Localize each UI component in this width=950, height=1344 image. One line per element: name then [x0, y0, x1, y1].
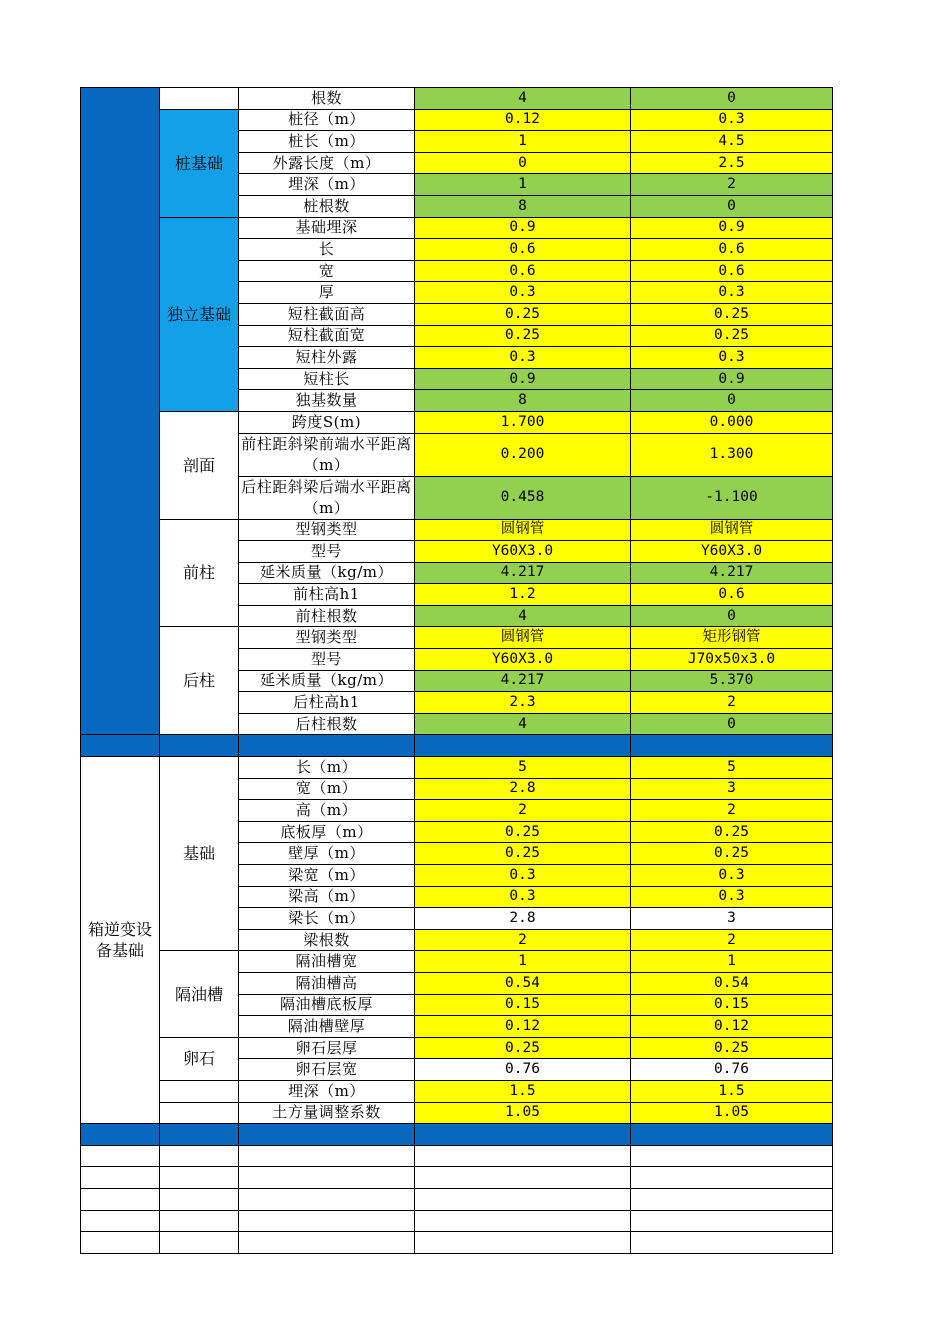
row-label: 后柱高h1	[239, 692, 415, 714]
section-2-title: 箱逆变设备基础	[81, 757, 160, 1124]
empty-cell[interactable]	[81, 1210, 160, 1232]
group-pile: 桩基础	[160, 109, 239, 217]
separator-cell	[239, 1124, 415, 1146]
value-col-2[interactable]: 0.000	[631, 411, 833, 433]
empty-cell[interactable]	[160, 1210, 239, 1232]
value-col-2[interactable]: 0.6	[631, 584, 833, 606]
separator-cell	[631, 1124, 833, 1146]
row-label: 隔油槽壁厚	[239, 1016, 415, 1038]
row-label: 壁厚（m）	[239, 843, 415, 865]
spreadsheet	[80, 87, 833, 1254]
empty-cell[interactable]	[239, 1167, 415, 1189]
value-col-1[interactable]: 0.25	[415, 303, 631, 325]
group-blank	[160, 1080, 239, 1102]
value-col-1[interactable]: 1	[415, 174, 631, 196]
table-row	[81, 1102, 833, 1124]
value-col-2[interactable]: 1.5	[631, 1080, 833, 1102]
value-col-2[interactable]: -1.100	[631, 476, 833, 519]
value-col-2[interactable]: 0.25	[631, 1037, 833, 1059]
row-label: 短柱截面宽	[239, 325, 415, 347]
row-label: 隔油槽底板厚	[239, 994, 415, 1016]
table-row	[81, 519, 833, 541]
separator-cell	[81, 1124, 160, 1146]
value-col-1[interactable]: 0.458	[415, 476, 631, 519]
row-label: 型号	[239, 649, 415, 671]
empty-row	[81, 1188, 833, 1210]
empty-cell[interactable]	[81, 1167, 160, 1189]
separator-row	[81, 1124, 833, 1146]
row-label: 短柱长	[239, 368, 415, 390]
value-col-1[interactable]: 圆钢管	[415, 627, 631, 649]
value-col-2[interactable]: 0	[631, 390, 833, 412]
empty-cell[interactable]	[160, 1232, 239, 1254]
value-col-2[interactable]: 4.217	[631, 562, 833, 584]
group-blank	[160, 1102, 239, 1124]
value-col-1[interactable]: 0.3	[415, 282, 631, 304]
empty-cell[interactable]	[160, 1167, 239, 1189]
row-label: 梁高（m）	[239, 886, 415, 908]
value-col-1[interactable]: 2.8	[415, 778, 631, 800]
value-col-2[interactable]: 0.3	[631, 282, 833, 304]
row-label: 根数	[239, 88, 415, 110]
empty-row	[81, 1167, 833, 1189]
value-col-2[interactable]: 0	[631, 88, 833, 110]
empty-cell[interactable]	[631, 1167, 833, 1189]
value-col-2[interactable]: 2	[631, 692, 833, 714]
value-col-2[interactable]: 3	[631, 908, 833, 930]
table-row	[81, 1037, 833, 1059]
value-col-1[interactable]: 4.217	[415, 670, 631, 692]
row-label: 梁宽（m）	[239, 865, 415, 887]
separator-cell	[160, 1124, 239, 1146]
table-row	[81, 109, 833, 131]
value-col-2[interactable]: 0.76	[631, 1059, 833, 1081]
row-label: 厚	[239, 282, 415, 304]
empty-cell[interactable]	[239, 1232, 415, 1254]
section-1-band	[81, 88, 160, 735]
value-col-2[interactable]: 矩形钢管	[631, 627, 833, 649]
empty-cell[interactable]	[415, 1210, 631, 1232]
row-label: 埋深（m）	[239, 174, 415, 196]
row-label: 前柱高h1	[239, 584, 415, 606]
separator-cell	[239, 735, 415, 757]
row-label: 高（m）	[239, 800, 415, 822]
row-label: 后柱距斜梁后端水平距离（m）	[239, 476, 415, 519]
row-label: 桩长（m）	[239, 131, 415, 153]
separator-cell	[415, 1124, 631, 1146]
row-label: 外露长度（m）	[239, 152, 415, 174]
row-label: 基础埋深	[239, 217, 415, 239]
value-col-2[interactable]: J70x50x3.0	[631, 649, 833, 671]
value-col-2[interactable]: 5.370	[631, 670, 833, 692]
value-col-1[interactable]: 0.200	[415, 433, 631, 476]
value-col-2[interactable]: 4.5	[631, 131, 833, 153]
empty-row	[81, 1210, 833, 1232]
row-label: 延米质量（kg/m）	[239, 562, 415, 584]
value-col-1[interactable]: 4	[415, 605, 631, 627]
row-label: 长（m）	[239, 757, 415, 779]
row-label: 隔油槽宽	[239, 951, 415, 973]
empty-cell[interactable]	[631, 1232, 833, 1254]
group-section: 剖面	[160, 411, 239, 519]
empty-cell[interactable]	[81, 1188, 160, 1210]
empty-cell[interactable]	[239, 1145, 415, 1167]
separator-row	[81, 735, 833, 757]
value-col-2[interactable]: 0.54	[631, 972, 833, 994]
value-col-1[interactable]: 0.25	[415, 1037, 631, 1059]
value-col-1[interactable]: 0.9	[415, 217, 631, 239]
value-col-1[interactable]: 0.54	[415, 972, 631, 994]
table-row	[81, 411, 833, 433]
separator-cell	[415, 735, 631, 757]
value-col-2[interactable]: 0.15	[631, 994, 833, 1016]
empty-cell[interactable]	[631, 1210, 833, 1232]
row-label: 桩径（m）	[239, 109, 415, 131]
value-col-1[interactable]: 4.217	[415, 562, 631, 584]
empty-cell[interactable]	[631, 1145, 833, 1167]
value-col-1[interactable]: 4	[415, 713, 631, 735]
value-col-1[interactable]: 0.12	[415, 1016, 631, 1038]
row-label: 底板厚（m）	[239, 821, 415, 843]
row-label: 土方量调整系数	[239, 1102, 415, 1124]
row-label: 长	[239, 239, 415, 261]
value-col-2[interactable]: 0.25	[631, 303, 833, 325]
group-blank	[160, 88, 239, 110]
value-col-1[interactable]: 8	[415, 390, 631, 412]
value-col-2[interactable]: 0.12	[631, 1016, 833, 1038]
row-label: 桩根数	[239, 195, 415, 217]
value-col-1[interactable]: 0.9	[415, 368, 631, 390]
group-isolated: 独立基础	[160, 217, 239, 411]
value-col-1[interactable]: 2.3	[415, 692, 631, 714]
value-col-1[interactable]: 1	[415, 131, 631, 153]
value-col-1[interactable]: 2	[415, 929, 631, 951]
empty-cell[interactable]	[160, 1188, 239, 1210]
value-col-1[interactable]: 0.3	[415, 886, 631, 908]
value-col-2[interactable]: 5	[631, 757, 833, 779]
value-col-2[interactable]: 2	[631, 929, 833, 951]
value-col-2[interactable]: 2	[631, 174, 833, 196]
row-label: 梁长（m）	[239, 908, 415, 930]
value-col-1[interactable]: 0.25	[415, 821, 631, 843]
value-col-2[interactable]: Y60X3.0	[631, 541, 833, 563]
value-col-1[interactable]: Y60X3.0	[415, 649, 631, 671]
group-rear_col: 后柱	[160, 627, 239, 735]
value-col-1[interactable]: 4	[415, 88, 631, 110]
value-col-1[interactable]: 0.3	[415, 865, 631, 887]
group-foundation: 基础	[160, 757, 239, 951]
value-col-1[interactable]: 圆钢管	[415, 519, 631, 541]
empty-cell[interactable]	[415, 1145, 631, 1167]
value-col-1[interactable]: 1.5	[415, 1080, 631, 1102]
row-label: 短柱外露	[239, 347, 415, 369]
value-col-2[interactable]: 0.9	[631, 368, 833, 390]
value-col-1[interactable]: 0	[415, 152, 631, 174]
value-col-1[interactable]: 2	[415, 800, 631, 822]
row-label: 独基数量	[239, 390, 415, 412]
value-col-2[interactable]: 0.3	[631, 347, 833, 369]
value-col-1[interactable]: 1.05	[415, 1102, 631, 1124]
row-label: 型钢类型	[239, 627, 415, 649]
value-col-2[interactable]: 0	[631, 713, 833, 735]
value-col-1[interactable]: 0.3	[415, 347, 631, 369]
table-row	[81, 217, 833, 239]
group-pebble: 卵石	[160, 1037, 239, 1080]
value-col-1[interactable]: 5	[415, 757, 631, 779]
empty-cell[interactable]	[631, 1188, 833, 1210]
row-label: 后柱根数	[239, 713, 415, 735]
empty-cell[interactable]	[415, 1188, 631, 1210]
value-col-1[interactable]: 0.25	[415, 843, 631, 865]
value-col-1[interactable]: 0.76	[415, 1059, 631, 1081]
value-col-2[interactable]: 0.25	[631, 843, 833, 865]
row-label: 型号	[239, 541, 415, 563]
value-col-2[interactable]: 2.5	[631, 152, 833, 174]
table-row	[81, 951, 833, 973]
row-label: 型钢类型	[239, 519, 415, 541]
separator-cell	[631, 735, 833, 757]
group-oil_tank: 隔油槽	[160, 951, 239, 1037]
value-col-1[interactable]: Y60X3.0	[415, 541, 631, 563]
empty-cell[interactable]	[239, 1210, 415, 1232]
value-col-2[interactable]: 0.9	[631, 217, 833, 239]
row-label: 卵石层宽	[239, 1059, 415, 1081]
value-col-2[interactable]: 2	[631, 800, 833, 822]
value-col-2[interactable]: 0.3	[631, 886, 833, 908]
value-col-2[interactable]: 0.6	[631, 260, 833, 282]
value-col-2[interactable]: 0.3	[631, 865, 833, 887]
row-label: 前柱根数	[239, 605, 415, 627]
row-label: 前柱距斜梁前端水平距离（m）	[239, 433, 415, 476]
value-col-2[interactable]: 圆钢管	[631, 519, 833, 541]
row-label: 宽	[239, 260, 415, 282]
value-col-2[interactable]: 0	[631, 605, 833, 627]
row-label: 卵石层厚	[239, 1037, 415, 1059]
value-col-1[interactable]: 0.25	[415, 325, 631, 347]
value-col-2[interactable]: 0.6	[631, 239, 833, 261]
value-col-1[interactable]: 0.15	[415, 994, 631, 1016]
value-col-2[interactable]: 0	[631, 195, 833, 217]
row-label: 延米质量（kg/m）	[239, 670, 415, 692]
separator-cell	[81, 735, 160, 757]
value-col-2[interactable]: 0.25	[631, 821, 833, 843]
row-label: 埋深（m）	[239, 1080, 415, 1102]
value-col-1[interactable]: 2.8	[415, 908, 631, 930]
row-label: 梁根数	[239, 929, 415, 951]
empty-cell[interactable]	[160, 1145, 239, 1167]
empty-cell[interactable]	[239, 1188, 415, 1210]
table-row	[81, 757, 833, 779]
empty-cell[interactable]	[81, 1232, 160, 1254]
row-label: 宽（m）	[239, 778, 415, 800]
value-col-2[interactable]: 1.300	[631, 433, 833, 476]
value-col-1[interactable]: 0.12	[415, 109, 631, 131]
value-col-2[interactable]: 3	[631, 778, 833, 800]
separator-cell	[160, 735, 239, 757]
empty-cell[interactable]	[81, 1145, 160, 1167]
empty-cell[interactable]	[415, 1232, 631, 1254]
empty-row	[81, 1232, 833, 1254]
value-col-2[interactable]: 1.05	[631, 1102, 833, 1124]
table-row	[81, 88, 833, 110]
value-col-1[interactable]: 1	[415, 951, 631, 973]
value-col-1[interactable]: 0.6	[415, 260, 631, 282]
value-col-2[interactable]: 0.25	[631, 325, 833, 347]
group-front_col: 前柱	[160, 519, 239, 627]
foundation-table	[80, 87, 833, 1254]
empty-cell[interactable]	[415, 1167, 631, 1189]
value-col-2[interactable]: 0.3	[631, 109, 833, 131]
row-label: 短柱截面高	[239, 303, 415, 325]
row-label: 隔油槽高	[239, 972, 415, 994]
value-col-1[interactable]: 1.2	[415, 584, 631, 606]
empty-row	[81, 1145, 833, 1167]
value-col-2[interactable]: 1	[631, 951, 833, 973]
table-row	[81, 627, 833, 649]
value-col-1[interactable]: 8	[415, 195, 631, 217]
value-col-1[interactable]: 1.700	[415, 411, 631, 433]
table-row	[81, 1080, 833, 1102]
row-label: 跨度S(m)	[239, 411, 415, 433]
value-col-1[interactable]: 0.6	[415, 239, 631, 261]
